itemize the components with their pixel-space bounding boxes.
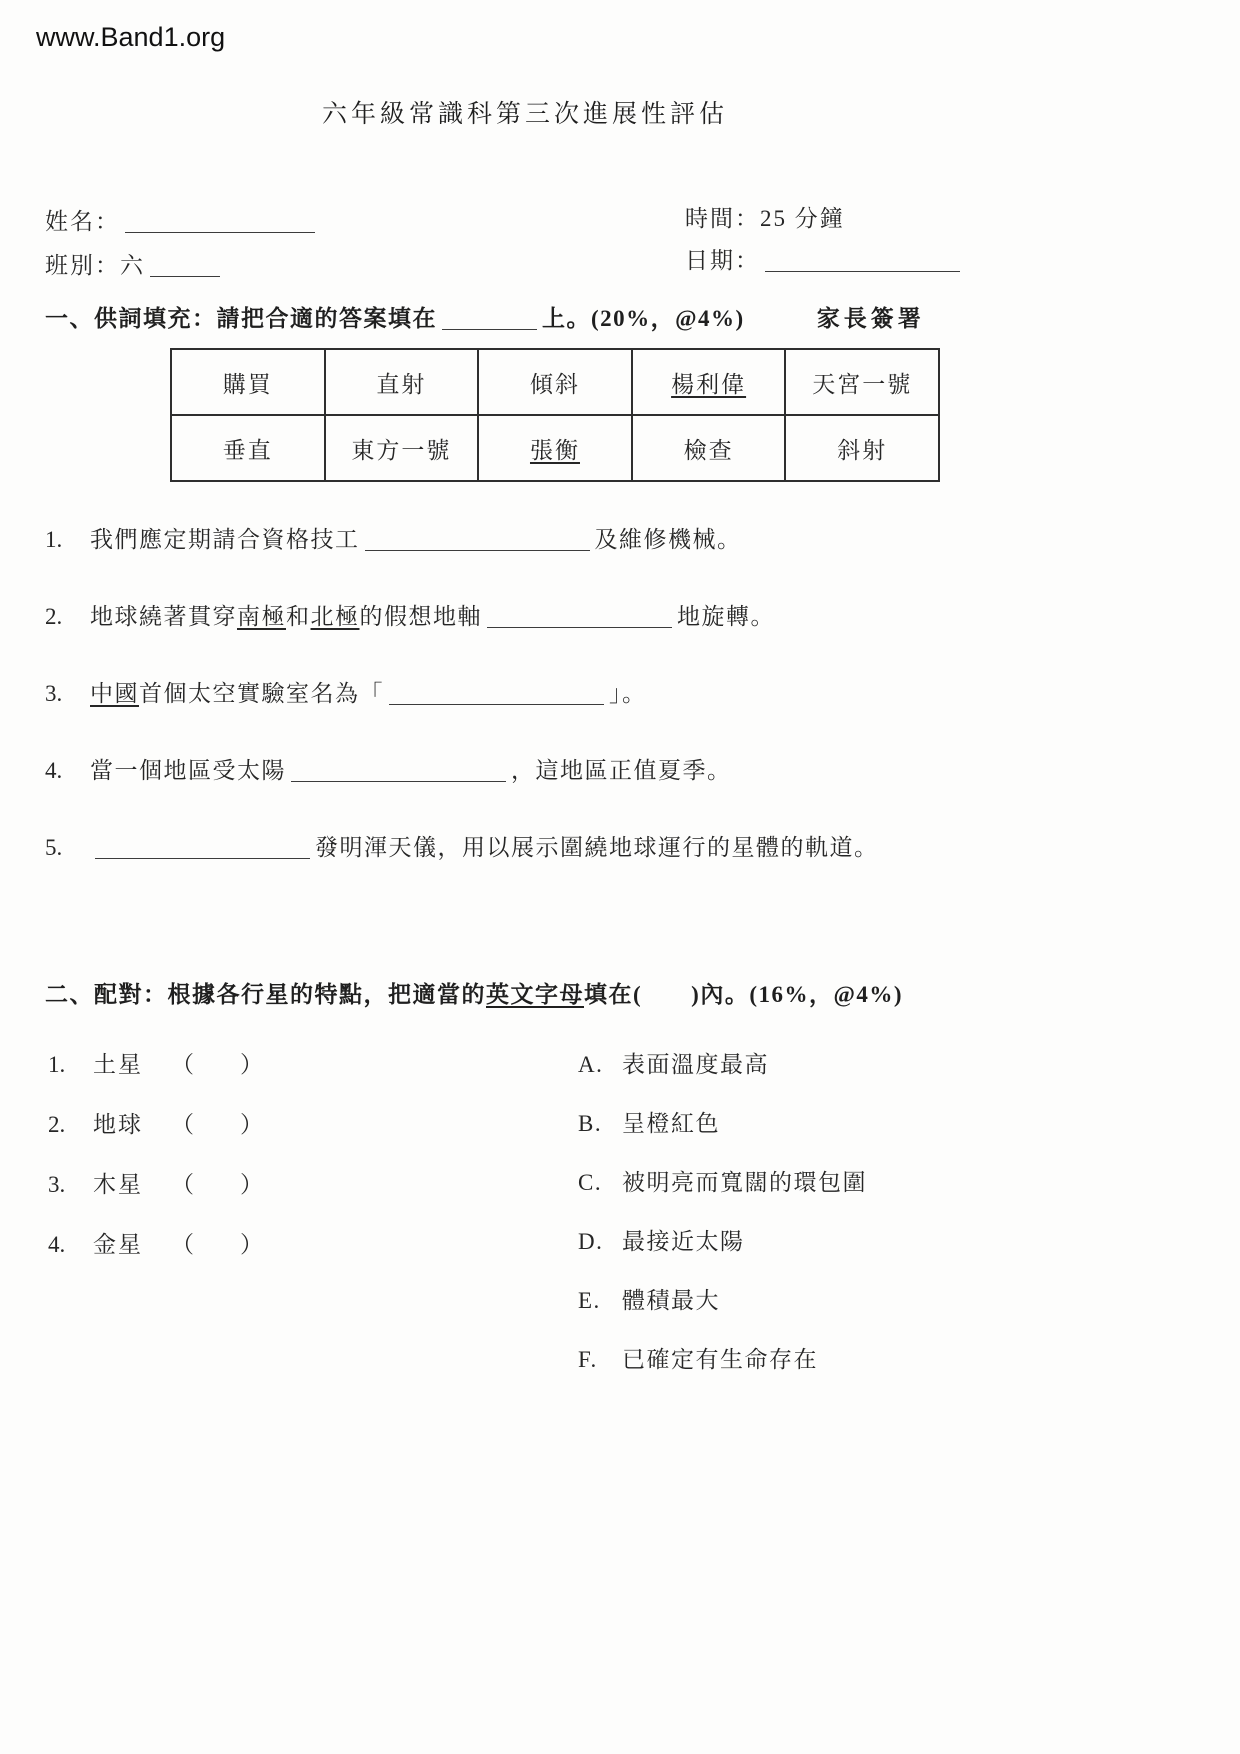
match-item-number: 1. xyxy=(48,1052,66,1077)
section1-heading-text xyxy=(45,306,745,331)
word-bank-row xyxy=(171,349,939,415)
class-field xyxy=(45,247,225,280)
question-number: 3. xyxy=(45,681,63,706)
word-bank-word: 檢查 xyxy=(683,437,734,463)
parent-signature-label: 家長簽署 xyxy=(816,306,925,331)
question-number: 4. xyxy=(45,758,63,783)
name-field xyxy=(45,203,320,236)
section2-heading xyxy=(45,976,903,1009)
word-bank-cell xyxy=(478,415,632,481)
word-bank-cell xyxy=(325,415,479,481)
word-bank-word: 張衡 xyxy=(529,437,580,463)
answer-blank[interactable] xyxy=(389,685,604,705)
answer-bracket[interactable]: （ ） xyxy=(171,1112,263,1137)
match-item-number: 3. xyxy=(48,1172,66,1197)
watermark: www.Band1.org xyxy=(36,22,226,52)
text-segment: 和 xyxy=(286,604,311,629)
word-bank-cell xyxy=(325,349,479,415)
word-bank-word: 天宮一號 xyxy=(812,371,913,397)
option-letter: D. xyxy=(578,1229,604,1254)
question-row xyxy=(45,832,1200,863)
class-blank[interactable] xyxy=(150,257,220,277)
text-segment: 發明渾天儀，用以展示圍繞地球運行的星體的軌道。 xyxy=(315,835,879,860)
match-item xyxy=(48,1050,263,1080)
option-text: 體積最大 xyxy=(622,1288,720,1313)
match-option xyxy=(578,1168,867,1198)
question-number: 1. xyxy=(45,527,63,552)
word-bank-cell xyxy=(632,349,786,415)
text-segment: 一、供詞填充：請把合適的答案填在 xyxy=(45,306,437,331)
question-text xyxy=(90,601,775,632)
word-bank-row xyxy=(171,415,939,481)
question-text xyxy=(90,678,647,709)
text-segment: ，這地區正值夏季。 xyxy=(511,758,732,783)
word-bank-table xyxy=(170,348,940,482)
page-title: 六年級常識科第三次進展性評估 xyxy=(322,101,729,128)
text-segment: 中國 xyxy=(90,681,139,706)
date-blank[interactable] xyxy=(765,252,960,272)
word-bank-body xyxy=(171,349,939,481)
text-segment: 地旋轉。 xyxy=(677,604,775,629)
answer-blank[interactable] xyxy=(291,762,506,782)
question-text xyxy=(90,524,742,555)
option-text: 已確定有生命存在 xyxy=(622,1347,818,1372)
answer-bracket[interactable]: （ ） xyxy=(171,1052,263,1077)
name-label: 姓名： xyxy=(45,209,120,234)
word-bank-cell xyxy=(785,415,939,481)
match-item-name: 土星 xyxy=(93,1052,143,1077)
word-bank-word: 東方一號 xyxy=(351,437,452,463)
match-item-number: 4. xyxy=(48,1232,66,1257)
option-text: 呈橙紅色 xyxy=(622,1111,720,1136)
section1-heading xyxy=(45,300,925,333)
match-item-number: 2. xyxy=(48,1112,66,1137)
answer-blank[interactable] xyxy=(487,608,672,628)
text-segment: 及維修機械。 xyxy=(594,527,742,552)
question-row xyxy=(45,524,1200,555)
section2-items xyxy=(48,1050,263,1290)
class-label: 班別：六 xyxy=(45,253,145,278)
match-item-name: 金星 xyxy=(93,1232,143,1257)
question-number: 5. xyxy=(45,835,63,860)
date-label: 日期： xyxy=(685,248,760,273)
section1-questions xyxy=(45,524,1200,909)
word-bank-word: 垂直 xyxy=(222,437,273,463)
text-segment: 北極 xyxy=(310,604,360,629)
match-option xyxy=(578,1109,867,1139)
option-text: 被明亮而寬闊的環包圍 xyxy=(622,1170,867,1195)
match-option xyxy=(578,1227,867,1257)
answer-blank[interactable] xyxy=(365,531,590,551)
text-segment: 二、配對：根據各行星的特點，把適當的 xyxy=(45,982,486,1007)
section2-heading-text xyxy=(45,982,903,1007)
answer-bracket[interactable]: （ ） xyxy=(171,1232,263,1257)
question-text xyxy=(90,832,879,863)
match-option xyxy=(578,1286,867,1316)
option-letter: B. xyxy=(578,1111,603,1136)
text-segment: 首個太空實驗室名為「 xyxy=(139,681,384,706)
word-bank-word: 購買 xyxy=(222,371,273,397)
question-text xyxy=(90,755,732,786)
text-segment: 南極 xyxy=(237,604,286,629)
answer-blank[interactable] xyxy=(95,839,310,859)
option-text: 最接近太陽 xyxy=(622,1229,745,1254)
word-bank-word: 斜射 xyxy=(837,437,888,463)
word-bank-word: 傾斜 xyxy=(529,371,580,397)
section2-options xyxy=(578,1050,867,1404)
word-bank-cell xyxy=(171,415,325,481)
date-field xyxy=(685,242,965,275)
text-segment: 我們應定期請合資格技工 xyxy=(90,527,360,552)
answer-blank[interactable] xyxy=(442,310,537,330)
question-row xyxy=(45,678,1200,709)
word-bank-cell xyxy=(632,415,786,481)
text-segment: 當一個地區受太陽 xyxy=(90,758,286,783)
text-segment: 的假想地軸 xyxy=(359,604,482,629)
time-label: 時間：25 分鐘 xyxy=(685,206,845,231)
word-bank-cell xyxy=(785,349,939,415)
answer-bracket[interactable]: （ ） xyxy=(171,1172,263,1197)
word-bank-word: 直射 xyxy=(376,371,427,397)
text-segment: 填在( )內。(16%，@4%) xyxy=(584,982,904,1007)
question-number: 2. xyxy=(45,604,63,629)
text-segment: 」。 xyxy=(609,681,647,706)
question-row xyxy=(45,601,1200,632)
option-text: 表面溫度最高 xyxy=(622,1052,769,1077)
match-option xyxy=(578,1345,867,1375)
word-bank-cell xyxy=(171,349,325,415)
match-item xyxy=(48,1170,263,1200)
option-letter: C. xyxy=(578,1170,603,1195)
match-option xyxy=(578,1050,867,1080)
text-segment: 上。(20%，@4%) xyxy=(542,306,745,331)
match-item-name: 地球 xyxy=(93,1112,143,1137)
option-letter: A. xyxy=(578,1052,604,1077)
match-item xyxy=(48,1110,263,1140)
name-blank[interactable] xyxy=(125,213,315,233)
question-row xyxy=(45,755,1200,786)
text-segment: 地球繞著貫穿 xyxy=(90,604,237,629)
match-item xyxy=(48,1230,263,1260)
option-letter: F. xyxy=(578,1347,598,1372)
option-letter: E. xyxy=(578,1288,601,1313)
word-bank-word: 楊利偉 xyxy=(671,371,747,397)
match-item-name: 木星 xyxy=(93,1172,143,1197)
word-bank-cell xyxy=(478,349,632,415)
time-field xyxy=(685,200,845,233)
text-segment: 英文字母 xyxy=(486,982,584,1007)
